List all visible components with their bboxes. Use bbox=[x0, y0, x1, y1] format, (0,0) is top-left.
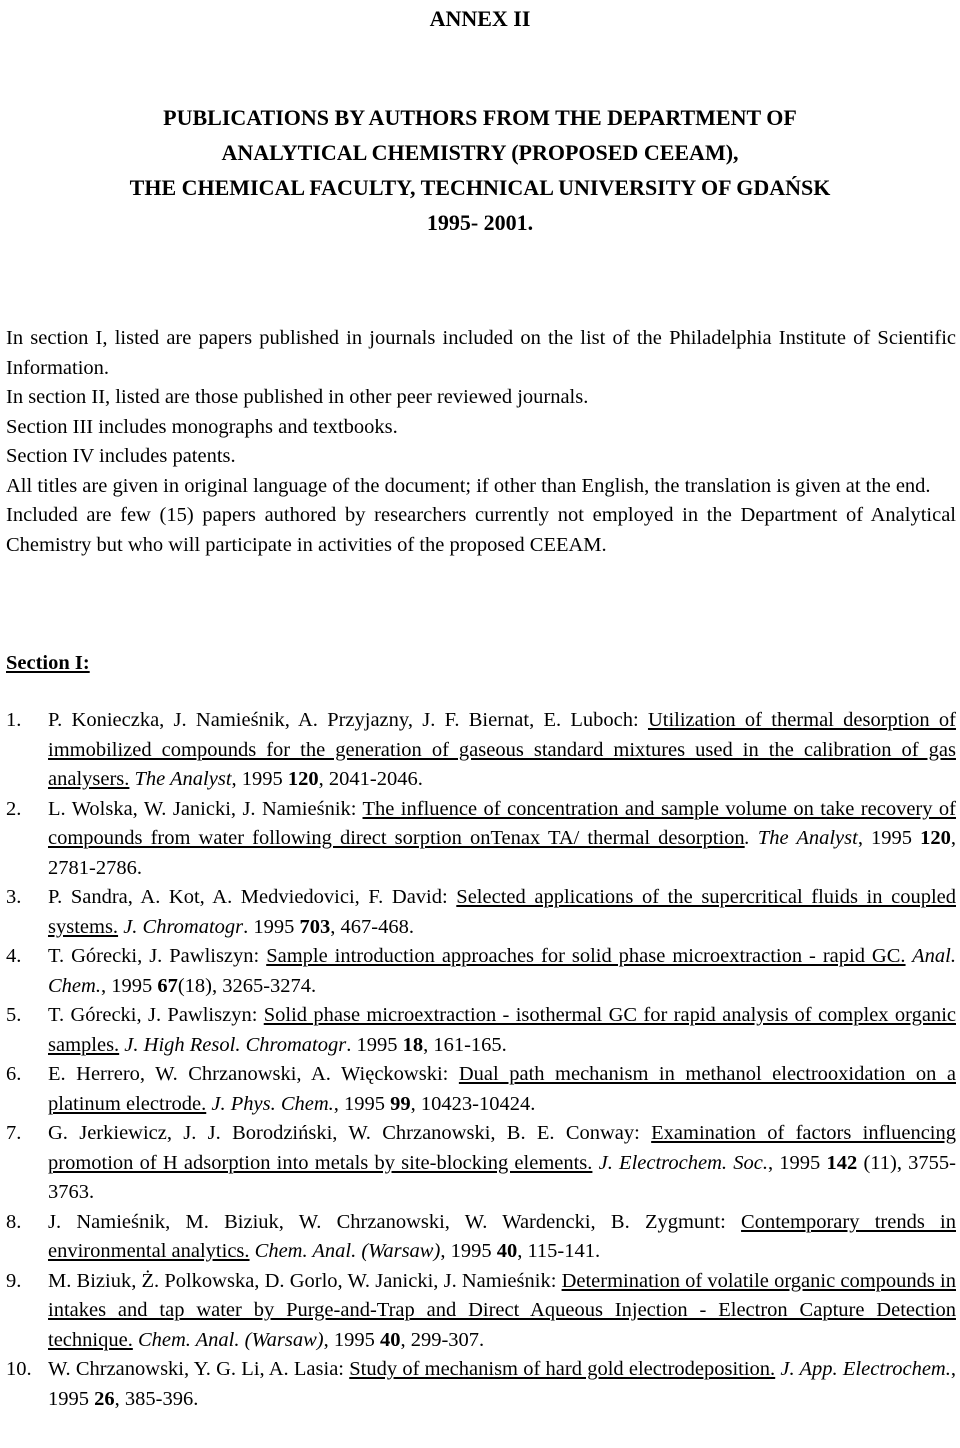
reference-number: 1. bbox=[6, 709, 22, 731]
reference-authors: P. Sandra, A. Kot, A. Medviedovici, F. David: bbox=[48, 886, 457, 908]
intro-paragraph: In section II, listed are those published in other peer reviewed journals. bbox=[6, 386, 589, 408]
reference-item bbox=[6, 795, 956, 884]
intro-paragraph: In section I, listed are papers published in journals included on the list of the Philadelphia Institute of Scientific Information. bbox=[6, 327, 956, 379]
reference-journal: J. High Resol. Chromatogr bbox=[119, 1033, 347, 1056]
reference-authors: T. Górecki, J. Pawliszyn: bbox=[48, 945, 267, 967]
reference-item bbox=[6, 706, 956, 795]
reference-volume: 99 bbox=[390, 1092, 411, 1115]
reference-title: Contemporary trends in environmental analytics. bbox=[48, 1210, 956, 1262]
reference-pages: , 2041-2046. bbox=[318, 768, 423, 790]
reference-pages: , 10423-10424. bbox=[410, 1092, 536, 1115]
intro-paragraph: Included are few (15) papers authored by researchers currently not employed in the Department of Analytical Chemistry but who will participate in activities of the proposed CEEAM. bbox=[6, 504, 956, 556]
reference-item bbox=[6, 1355, 956, 1414]
heading-line: 1995- 2001. bbox=[426, 210, 534, 235]
reference-number: 3. bbox=[6, 886, 22, 908]
reference-volume: 67 bbox=[157, 974, 178, 997]
reference-number: 6. bbox=[6, 1063, 22, 1085]
reference-number: 5. bbox=[6, 1004, 22, 1026]
reference-volume: 142 bbox=[826, 1151, 858, 1174]
reference-year: . 1995 bbox=[243, 915, 300, 938]
reference-number: 7. bbox=[6, 1122, 22, 1144]
reference-title: Study of mechanism of hard gold electrodeposition. bbox=[349, 1358, 776, 1380]
reference-authors: L. Wolska, W. Janicki, J. Namieśnik: bbox=[48, 797, 363, 820]
reference-authors: E. Herrero, W. Chrzanowski, A. Więckowski: bbox=[48, 1063, 459, 1085]
reference-pages: , 467-468. bbox=[330, 915, 414, 938]
reference-pages: (11), 3755-3763. bbox=[48, 1151, 957, 1203]
reference-number: 4. bbox=[6, 945, 22, 967]
reference-year: , 1995 bbox=[857, 827, 921, 849]
reference-journal: J. App. Electrochem. bbox=[775, 1358, 951, 1380]
reference-list bbox=[6, 706, 956, 1414]
intro-paragraph: Section III includes monographs and textbooks. bbox=[6, 415, 398, 438]
heading-line: ANALYTICAL CHEMISTRY (PROPOSED CEEAM), bbox=[221, 140, 739, 165]
reference-number: 9. bbox=[6, 1269, 22, 1292]
heading-line: PUBLICATIONS BY AUTHORS FROM THE DEPARTMENT OF bbox=[163, 105, 797, 130]
reference-authors: T. Górecki, J. Pawliszyn: bbox=[48, 1004, 264, 1026]
reference-volume: 40 bbox=[379, 1328, 401, 1351]
reference-year: , 1995 bbox=[231, 768, 288, 790]
reference-authors: M. Biziuk, Ż. Polkowska, D. Gorlo, W. Janicki, J. Namieśnik: bbox=[48, 1269, 562, 1292]
reference-journal: . The Analyst bbox=[744, 827, 858, 849]
reference-number: 2. bbox=[6, 797, 22, 820]
reference-pages: , 299-307. bbox=[400, 1328, 485, 1351]
reference-pages: (18), 3265-3274. bbox=[177, 974, 317, 997]
reference-item bbox=[6, 1208, 956, 1267]
reference-item bbox=[6, 883, 956, 942]
intro-text bbox=[6, 324, 956, 560]
heading-line: THE CHEMICAL FACULTY, TECHNICAL UNIVERSITY OF GDAŃSK bbox=[129, 175, 831, 200]
reference-year: , 1995 bbox=[767, 1151, 827, 1174]
reference-journal: J. Chromatogr bbox=[118, 915, 244, 938]
reference-journal: The Analyst bbox=[129, 768, 232, 790]
reference-authors: J. Namieśnik, M. Biziuk, W. Chrzanowski, W. Wardencki, B. Zygmunt: bbox=[48, 1210, 742, 1233]
section-title: Section I: bbox=[6, 652, 90, 674]
reference-authors: P. Konieczka, J. Namieśnik, A. Przyjazny, J. F. Biernat, E. Luboch: bbox=[48, 709, 648, 731]
reference-journal: J. Electrochem. Soc. bbox=[592, 1151, 768, 1174]
reference-journal: Chem. Anal. (Warsaw) bbox=[132, 1328, 324, 1351]
intro-paragraph: Section IV includes patents. bbox=[6, 445, 236, 467]
reference-volume: 120 bbox=[287, 768, 319, 790]
reference-journal: Anal. Chem. bbox=[48, 945, 956, 997]
reference-volume: 120 bbox=[920, 827, 951, 849]
reference-title: Dual path mechanism in methanol electrooxidation on a platinum electrode. bbox=[48, 1063, 956, 1115]
reference-authors: W. Chrzanowski, Y. G. Li, A. Lasia: bbox=[48, 1358, 350, 1380]
reference-year: , 1995 bbox=[440, 1240, 497, 1262]
document-heading bbox=[0, 100, 960, 240]
intro-paragraph: All titles are given in original language of the document; if other than English, the translation is given at the end. bbox=[6, 474, 931, 497]
reference-title: Selected applications of the supercritical fluids in coupled systems. bbox=[48, 886, 956, 938]
reference-volume: 18 bbox=[402, 1033, 424, 1056]
reference-journal: Chem. Anal. (Warsaw) bbox=[249, 1240, 441, 1262]
reference-title: Solid phase microextraction - isothermal GC for rapid analysis of complex organic samples. bbox=[48, 1004, 956, 1056]
reference-year: . 1995 bbox=[346, 1033, 403, 1056]
reference-volume: 26 bbox=[94, 1387, 115, 1410]
reference-authors: G. Jerkiewicz, J. J. Borodziński, W. Chrzanowski, B. E. Conway: bbox=[48, 1122, 652, 1144]
reference-volume: 703 bbox=[299, 915, 331, 938]
reference-pages: , 2781-2786. bbox=[48, 827, 957, 879]
reference-title: Determination of volatile organic compounds in intakes and tap water by Purge-and-Trap and Direct Aqueous Injection - Electron Capture Detection technique. bbox=[48, 1269, 956, 1351]
reference-volume: 40 bbox=[496, 1240, 518, 1262]
reference-journal: J. Phys. Chem. bbox=[206, 1092, 334, 1115]
reference-pages: , 385-396. bbox=[114, 1387, 199, 1410]
reference-number: 8. bbox=[6, 1210, 22, 1233]
reference-item bbox=[6, 1267, 956, 1356]
reference-year: , 1995 bbox=[100, 974, 158, 997]
reference-pages: , 115-141. bbox=[517, 1240, 601, 1262]
reference-item bbox=[6, 1119, 956, 1208]
reference-year: , 1995 bbox=[323, 1328, 380, 1351]
reference-title: Utilization of thermal desorption of immobilized compounds for the generation of gaseous standard mixtures used in the calibration of gas analysers. bbox=[48, 709, 957, 790]
reference-item bbox=[6, 1001, 956, 1060]
reference-year: , 1995 bbox=[48, 1358, 956, 1410]
reference-title: The influence of concentration and sample volume on take recovery of compounds from water following direct sorption onTenax TA/ thermal desorption bbox=[48, 797, 956, 849]
annex-title: ANNEX II bbox=[429, 6, 531, 31]
reference-pages: , 161-165. bbox=[423, 1033, 507, 1056]
reference-item bbox=[6, 942, 956, 1001]
reference-year: , 1995 bbox=[333, 1092, 391, 1115]
reference-item bbox=[6, 1060, 956, 1119]
reference-title: Sample introduction approaches for solid phase microextraction - rapid GC. bbox=[266, 945, 906, 967]
reference-title: Examination of factors influencing promotion of H adsorption into metals by site-blocking elements. bbox=[48, 1122, 956, 1174]
reference-number: 10. bbox=[6, 1358, 32, 1380]
